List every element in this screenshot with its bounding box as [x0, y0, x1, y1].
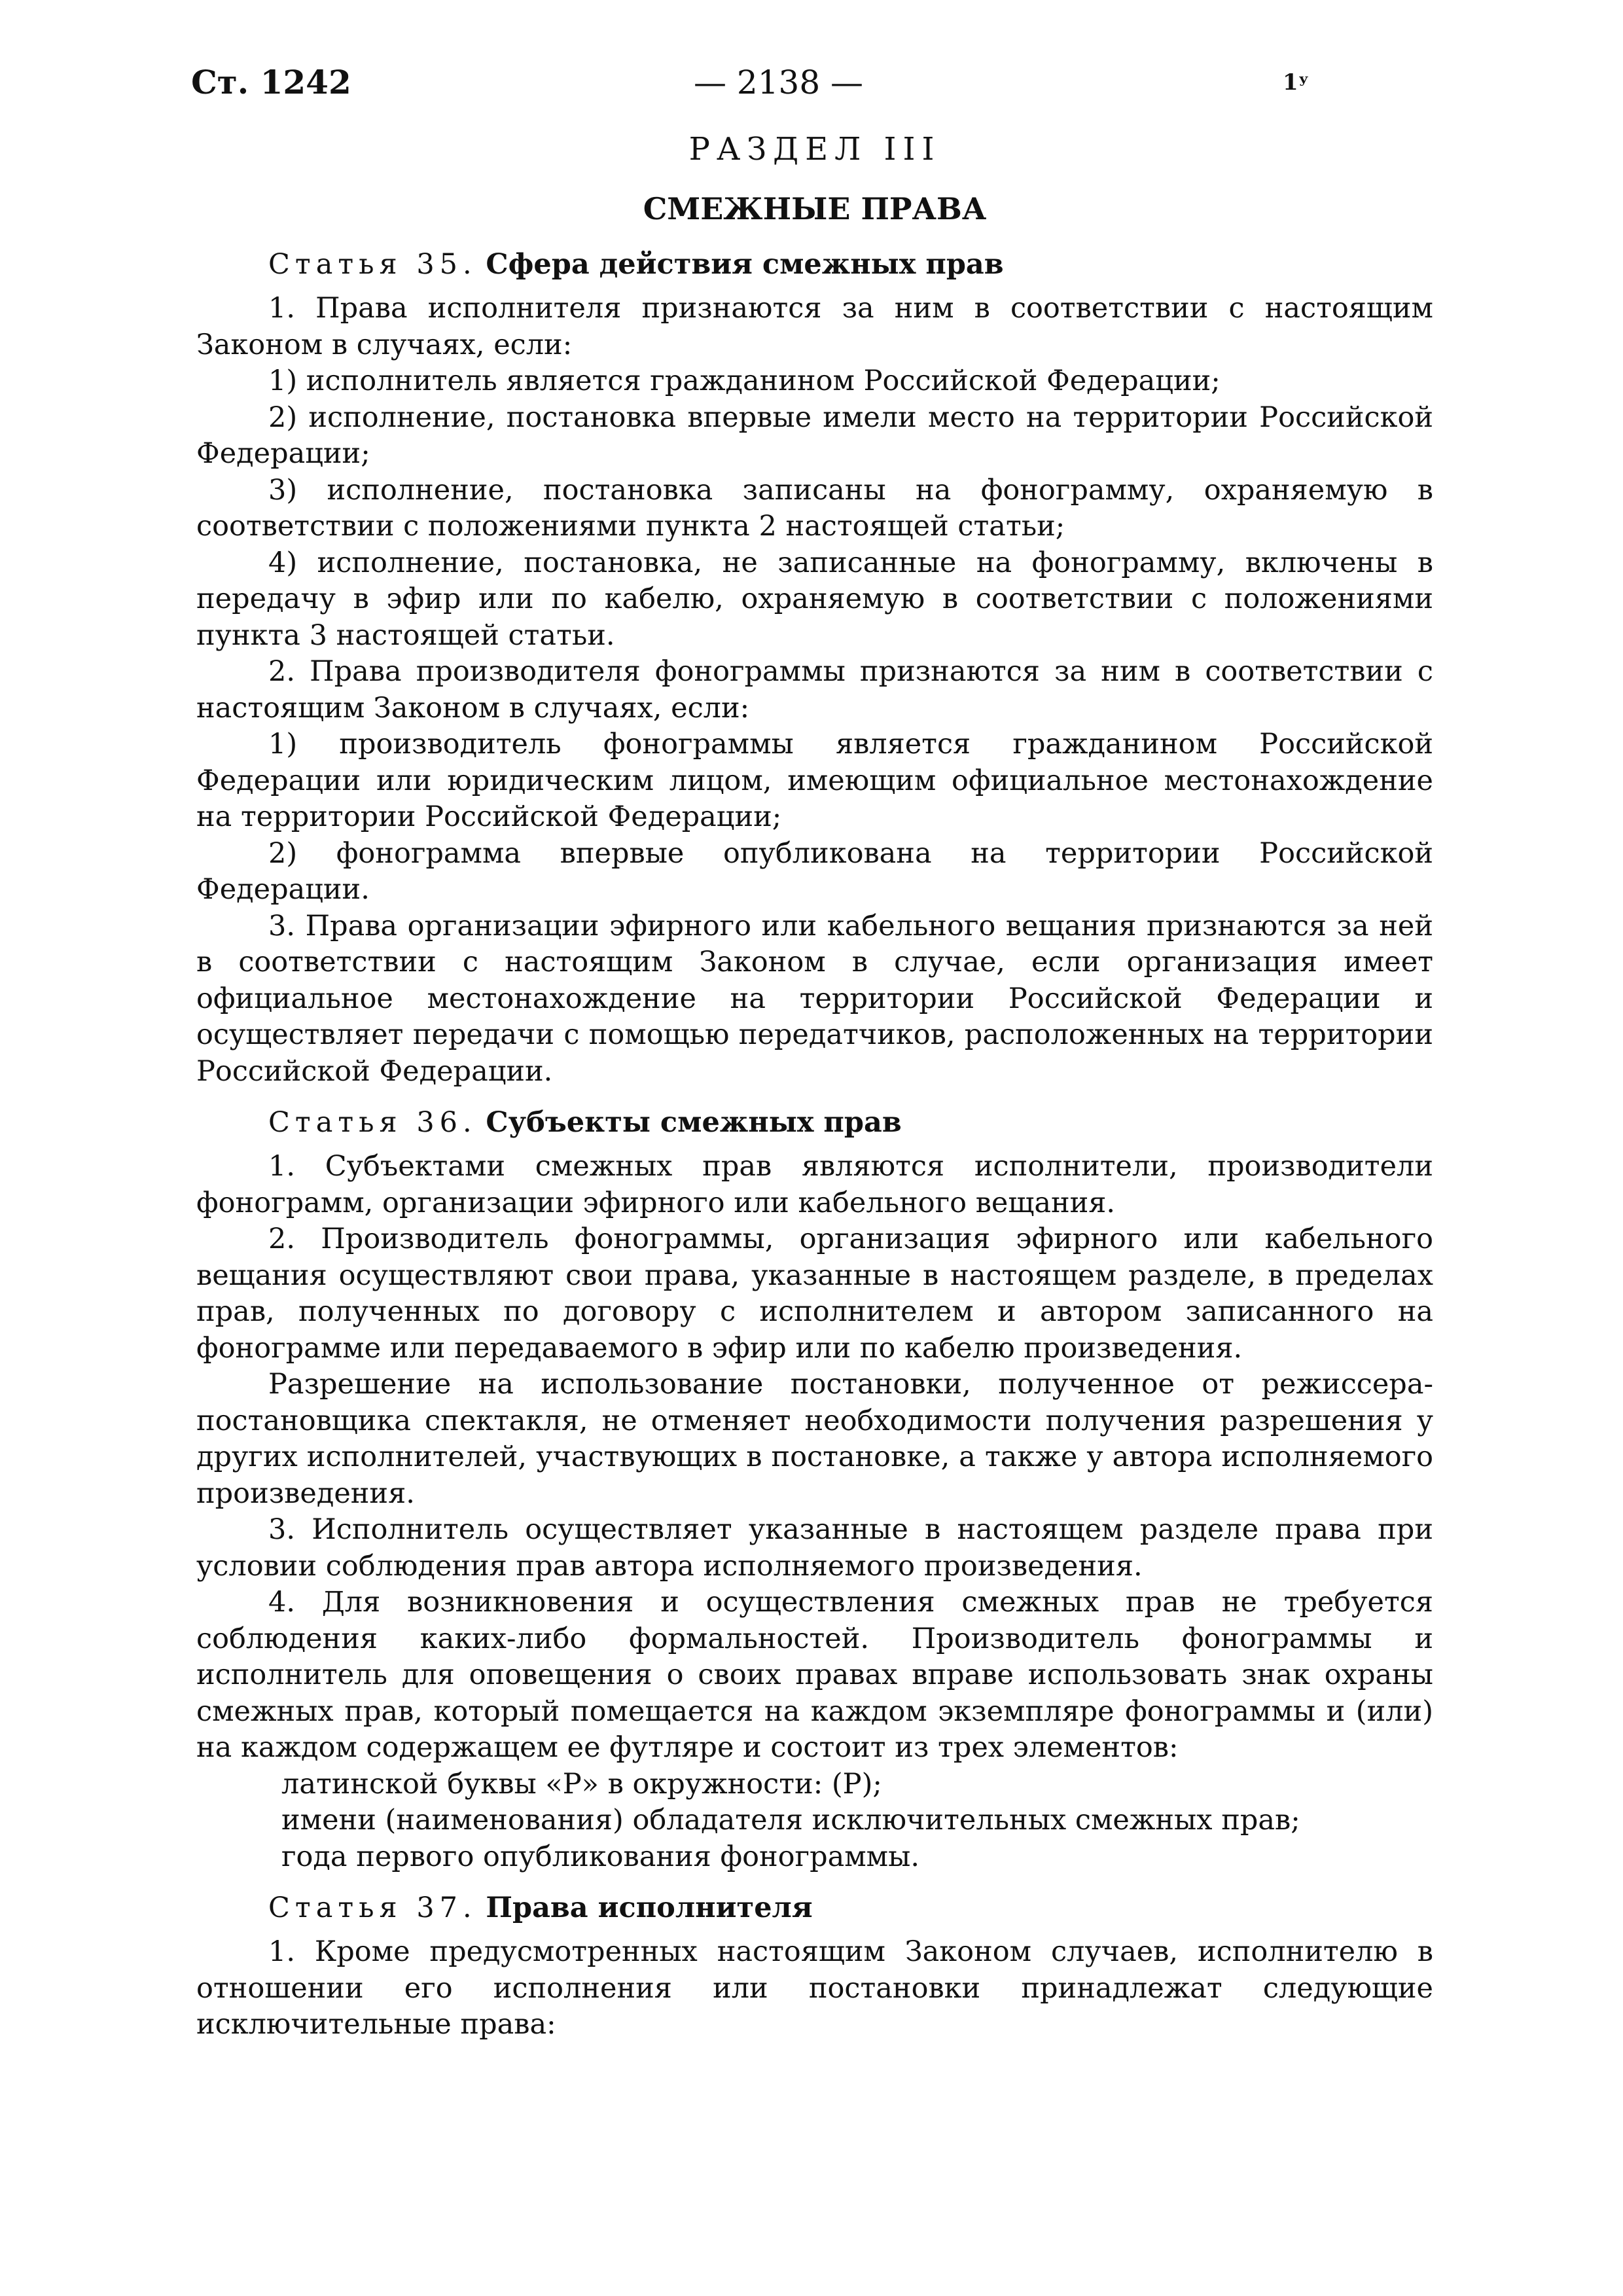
paragraph: 1. Кроме предусмотренных настоящим Законом случаев, исполнителю в отношении его исполнения или постановки принадлежат следующие исключительные права:: [196, 1935, 1433, 2041]
article-36-heading: [268, 1104, 1433, 1141]
paragraph: 3. Исполнитель осуществляет указанные в настоящем разделе права при условии соблюдения прав автора исполняемого произведения.: [196, 1513, 1433, 1583]
article-37-title: Права исполнителя: [486, 1892, 813, 1924]
article-36-label: Статья 36.: [268, 1106, 477, 1139]
paragraph: 1. Права исполнителя признаются за ним в соответствии с настоящим Законом в случаях, если:: [196, 292, 1433, 361]
article-35-title: Сфера действия смежных прав: [486, 248, 1004, 281]
article-35-label: Статья 35.: [268, 248, 477, 281]
issue-mark: 1ʸ: [1283, 69, 1310, 96]
article-35-heading: [268, 246, 1433, 283]
paragraph: 3) исполнение, постановка записаны на фонограмму, охраняемую в соответствии с положениями пункта 2 настоящей статьи;: [196, 473, 1433, 543]
paragraph: года первого опубликования фонограммы.: [281, 1840, 920, 1873]
article-number-header: Ст. 1242: [191, 63, 351, 101]
section-subtitle: СМЕЖНЫЕ ПРАВА: [643, 191, 987, 226]
paragraph: латинской буквы «P» в окружности: (P);: [281, 1767, 882, 1801]
article-37-heading: [268, 1890, 1433, 1926]
paragraph: 2. Права производителя фонограммы признаются за ним в соответствии с настоящим Законом в случаях, если:: [196, 655, 1433, 725]
paragraph: 1. Субъектами смежных прав являются исполнители, производители фонограмм, организации эфирного или кабельного вещания.: [196, 1150, 1433, 1219]
document-body: [196, 124, 1433, 2043]
paragraph: 1) исполнитель является гражданином Российской Федерации;: [268, 365, 1221, 397]
paragraph: 4. Для возникновения и осуществления смежных прав не требуется соблюдения каких-либо формальностей. Производитель фонограммы и исполнитель для оповещения о своих правах вправе использовать знак охраны смежных прав, который помещается на каждом экземпляре фонограммы и (или) на каждом содержащем ее футляре и состоит из трех элементов:: [196, 1586, 1433, 1764]
article-37-label: Статья 37.: [268, 1892, 477, 1924]
paragraph: 1) производитель фонограммы является гражданином Российской Федерации или юридическим лицом, имеющим официальное местонахождение на территории Российской Федерации;: [196, 728, 1433, 833]
paragraph: 2. Производитель фонограммы, организация эфирного или кабельного вещания осуществляют свои права, указанные в настоящем разделе, в пределах прав, полученных по договору с исполнителем и автором записанного на фонограмме или передаваемого в эфир или по кабелю произведения.: [196, 1223, 1433, 1365]
paragraph: 4) исполнение, постановка, не записанные на фонограмму, включены в передачу в эфир или по кабелю, охраняемую в соответствии с положениями пункта 3 настоящей статьи.: [196, 546, 1433, 652]
page-number: — 2138 —: [694, 63, 864, 101]
article-36-title: Субъекты смежных прав: [486, 1106, 902, 1139]
section-title: РАЗДЕЛ III: [688, 131, 941, 168]
paragraph: Разрешение на использование постановки, полученное от режиссера-постановщика спектакля, не отменяет необходимости получения разрешения у других исполнителей, участвующих в постановке, а также у автора исполняемого произведения.: [196, 1368, 1433, 1510]
paragraph: имени (наименования) обладателя исключительных смежных прав;: [281, 1804, 1300, 1837]
paragraph: 2) исполнение, постановка впервые имели место на территории Российской Федерации;: [196, 401, 1433, 470]
paragraph: 3. Права организации эфирного или кабельного вещания признаются за ней в соответствии с настоящим Законом в случае, если организация имеет официальное местонахождение на территории Российской Федерации и осуществляет передачи с помощью передатчиков, расположенных на территории Российской Федерации.: [196, 909, 1433, 1088]
paragraph: 2) фонограмма впервые опубликована на территории Российской Федерации.: [196, 836, 1433, 906]
